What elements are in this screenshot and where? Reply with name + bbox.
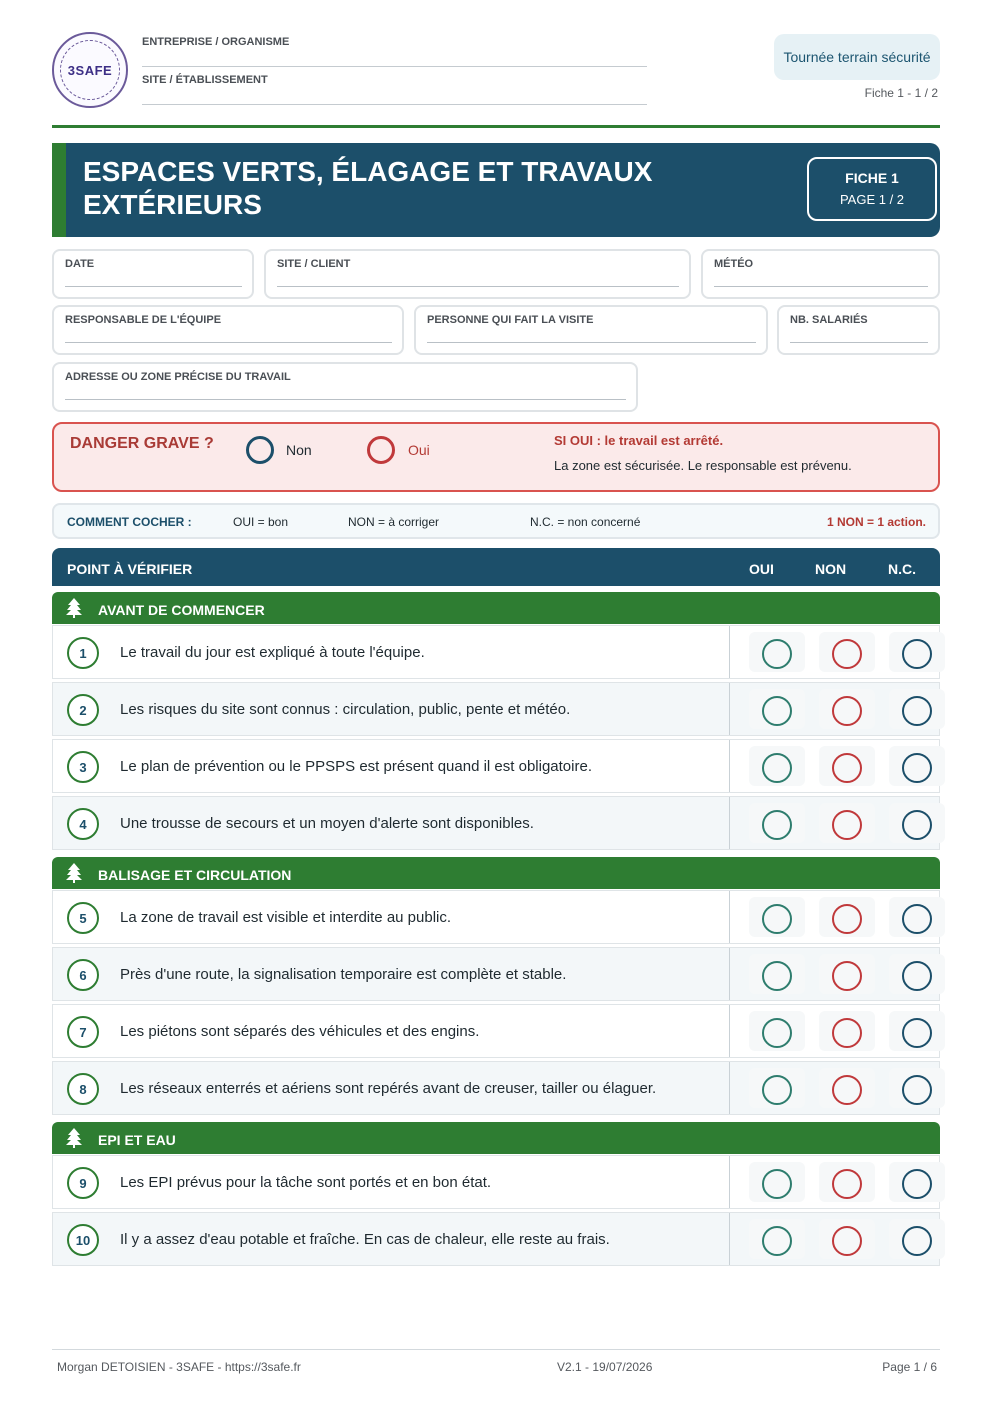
site-client-input-line[interactable]	[277, 286, 679, 287]
oui-radio[interactable]	[762, 753, 792, 783]
item-text: Il y a assez d'eau potable et fraîche. En cas de chaleur, elle reste au frais.	[120, 1231, 610, 1248]
row-divider	[729, 797, 730, 849]
meteo-label: MÉTÉO	[714, 258, 754, 270]
tree-icon	[66, 598, 82, 618]
header-nc: N.C.	[888, 561, 916, 577]
row-divider	[729, 1062, 730, 1114]
oui-radio[interactable]	[762, 1226, 792, 1256]
header-oui: OUI	[749, 561, 774, 577]
tree-icon	[66, 863, 82, 883]
footer-version: V2.1 - 19/07/2026	[557, 1360, 653, 1374]
meteo-input-line[interactable]	[714, 286, 928, 287]
responsable-field[interactable]	[52, 305, 404, 355]
section-title: AVANT DE COMMENCER	[98, 602, 265, 618]
item-number: 2	[67, 694, 99, 726]
checklist-row	[52, 625, 940, 679]
oui-radio[interactable]	[762, 1018, 792, 1048]
footer-page: Page 1 / 6	[882, 1360, 937, 1374]
item-text: Une trousse de secours et un moyen d'alerte sont disponibles.	[120, 815, 534, 832]
row-divider	[729, 1156, 730, 1208]
danger-non-label: Non	[286, 442, 312, 458]
row-divider	[729, 683, 730, 735]
checklist-row	[52, 890, 940, 944]
item-number: 5	[67, 902, 99, 934]
item-text: Le travail du jour est expliqué à toute l'équipe.	[120, 644, 425, 661]
non-radio[interactable]	[832, 961, 862, 991]
section-header	[52, 592, 940, 624]
item-text: La zone de travail est visible et interdite au public.	[120, 909, 452, 926]
nc-radio[interactable]	[902, 1226, 932, 1256]
legend-oui: OUI = bon	[233, 515, 289, 529]
site-label: SITE / ÉTABLISSEMENT	[142, 74, 268, 86]
footer-author: Morgan DETOISIEN - 3SAFE - https://3safe.fr	[57, 1360, 301, 1374]
non-radio[interactable]	[832, 696, 862, 726]
checklist-row	[52, 1155, 940, 1209]
adresse-label: ADRESSE OU ZONE PRÉCISE DU TRAVAIL	[65, 371, 291, 383]
legend-action: 1 NON = 1 action.	[826, 515, 926, 529]
nc-radio[interactable]	[902, 639, 932, 669]
company-logo	[52, 32, 128, 108]
danger-grave-box	[52, 422, 940, 492]
legend-non: NON = à corriger	[348, 515, 440, 529]
item-text: Le plan de prévention ou le PPSPS est présent quand il est obligatoire.	[120, 758, 592, 775]
document-tag: Tournée terrain sécurité	[774, 34, 940, 80]
logo-text: 3SAFE	[67, 62, 113, 78]
checklist-row	[52, 947, 940, 1001]
checklist-header	[52, 548, 940, 586]
non-radio[interactable]	[832, 1226, 862, 1256]
responsable-label: RESPONSABLE DE L'ÉQUIPE	[65, 314, 222, 326]
nc-radio[interactable]	[902, 810, 932, 840]
legend-box	[52, 503, 940, 539]
item-number: 10	[67, 1224, 99, 1256]
item-text: Les réseaux enterrés et aériens sont repérés avant de creuser, tailler ou élaguer.	[120, 1080, 657, 1097]
page-title: ESPACES VERTS, ÉLAGAGE ET TRAVAUX EXTÉRIEURS	[83, 156, 653, 220]
visiteur-input-line[interactable]	[427, 342, 756, 343]
nc-radio[interactable]	[902, 696, 932, 726]
item-number: 7	[67, 1016, 99, 1048]
footer-divider	[52, 1349, 940, 1350]
oui-radio[interactable]	[762, 961, 792, 991]
date-input-line[interactable]	[65, 286, 242, 287]
legend-nc: N.C. = non concerné	[530, 515, 641, 529]
nb-salaries-field[interactable]	[777, 305, 940, 355]
site-client-label: SITE / CLIENT	[277, 258, 351, 270]
danger-title: DANGER GRAVE ?	[70, 435, 214, 452]
nb-salaries-input-line[interactable]	[790, 342, 928, 343]
fiche-page: PAGE 1 / 2	[839, 192, 905, 207]
oui-radio[interactable]	[762, 904, 792, 934]
site-client-field[interactable]	[264, 249, 691, 299]
nc-radio[interactable]	[902, 1075, 932, 1105]
non-radio[interactable]	[832, 1075, 862, 1105]
tree-icon	[66, 1128, 82, 1148]
non-radio[interactable]	[832, 904, 862, 934]
nb-salaries-label: NB. SALARIÉS	[790, 314, 868, 326]
item-text: Près d'une route, la signalisation temporaire est complète et stable.	[120, 966, 567, 983]
item-text: Les risques du site sont connus : circulation, public, pente et météo.	[120, 701, 571, 718]
date-field[interactable]	[52, 249, 254, 299]
oui-radio[interactable]	[762, 1169, 792, 1199]
nc-radio[interactable]	[902, 961, 932, 991]
non-radio[interactable]	[832, 753, 862, 783]
oui-radio[interactable]	[762, 1075, 792, 1105]
company-label: ENTREPRISE / ORGANISME	[142, 36, 290, 48]
section-header	[52, 1122, 940, 1154]
nc-radio[interactable]	[902, 1169, 932, 1199]
danger-note-secure: La zone est sécurisée. Le responsable est prévenu.	[554, 458, 852, 473]
adresse-field[interactable]	[52, 362, 638, 412]
section-header	[52, 857, 940, 889]
company-input-line[interactable]	[142, 66, 647, 67]
oui-radio[interactable]	[762, 639, 792, 669]
header-divider	[52, 125, 940, 128]
checklist-row	[52, 1004, 940, 1058]
checklist-row	[52, 1212, 940, 1266]
header-point: POINT À VÉRIFIER	[67, 561, 193, 577]
fiche-badge	[807, 157, 937, 221]
nc-radio[interactable]	[902, 753, 932, 783]
legend-title: COMMENT COCHER :	[67, 515, 192, 529]
fiche-number: FICHE 1	[845, 170, 899, 186]
item-number: 3	[67, 751, 99, 783]
item-number: 4	[67, 808, 99, 840]
section-title: BALISAGE ET CIRCULATION	[98, 867, 292, 883]
nc-radio[interactable]	[902, 1018, 932, 1048]
section-title: EPI ET EAU	[98, 1132, 176, 1148]
danger-oui-radio[interactable]	[367, 436, 395, 464]
nc-radio[interactable]	[902, 904, 932, 934]
row-divider	[729, 1213, 730, 1265]
danger-oui-label: Oui	[408, 442, 430, 458]
oui-radio[interactable]	[762, 810, 792, 840]
visiteur-field[interactable]	[414, 305, 768, 355]
visiteur-label: PERSONNE QUI FAIT LA VISITE	[427, 314, 594, 326]
adresse-input-line[interactable]	[65, 399, 626, 400]
header-non: NON	[815, 561, 847, 577]
danger-note-stop: SI OUI : le travail est arrêté.	[554, 433, 724, 448]
item-number: 1	[67, 637, 99, 669]
responsable-input-line[interactable]	[65, 342, 392, 343]
checklist-row	[52, 739, 940, 793]
row-divider	[729, 948, 730, 1000]
item-number: 6	[67, 959, 99, 991]
row-divider	[729, 1005, 730, 1057]
item-number: 8	[67, 1073, 99, 1105]
row-divider	[729, 740, 730, 792]
danger-non-radio[interactable]	[246, 436, 274, 464]
meteo-field[interactable]	[701, 249, 940, 299]
item-text: Les piétons sont séparés des véhicules et des engins.	[120, 1023, 480, 1040]
non-radio[interactable]	[832, 810, 862, 840]
row-divider	[729, 891, 730, 943]
oui-radio[interactable]	[762, 696, 792, 726]
company-field[interactable]	[142, 36, 647, 67]
row-divider	[729, 626, 730, 678]
checklist-row	[52, 1061, 940, 1115]
item-number: 9	[67, 1167, 99, 1199]
non-radio[interactable]	[832, 1169, 862, 1199]
non-radio[interactable]	[832, 639, 862, 669]
fiche-reference: Fiche 1 - 1 / 2	[864, 86, 938, 100]
site-field[interactable]	[142, 74, 647, 105]
non-radio[interactable]	[832, 1018, 862, 1048]
checklist-row	[52, 682, 940, 736]
item-text: Les EPI prévus pour la tâche sont portés et en bon état.	[120, 1174, 492, 1191]
date-label: DATE	[65, 258, 95, 270]
title-banner	[52, 143, 940, 237]
checklist-row	[52, 796, 940, 850]
page-header	[52, 28, 940, 128]
site-input-line[interactable]	[142, 104, 647, 105]
